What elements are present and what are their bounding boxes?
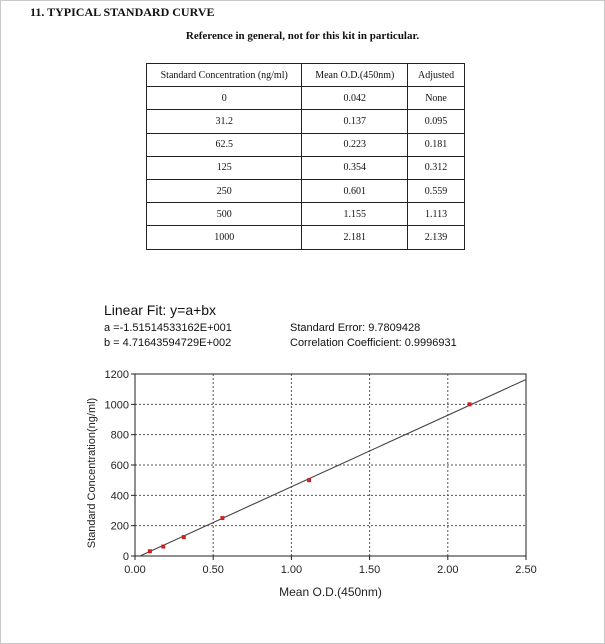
x-tick-label: 0.50 xyxy=(202,564,224,576)
table-cell: 1.155 xyxy=(302,203,408,226)
fit-correlation: Correlation Coefficient: 0.9996931 xyxy=(290,337,457,349)
table-cell: 2.139 xyxy=(408,226,465,249)
y-tick-label: 0 xyxy=(122,551,129,563)
table-cell: None xyxy=(408,87,465,110)
x-tick-label: 1.00 xyxy=(280,564,303,576)
fit-param-a: a =-1.51514533162E+001 xyxy=(104,322,232,334)
table-cell: 1000 xyxy=(147,226,302,249)
table-cell: 0.137 xyxy=(302,110,408,133)
y-axis-label: Standard Concentration(ng/ml) xyxy=(86,397,98,549)
table-cell: 0.312 xyxy=(408,156,465,179)
y-tick-label: 1000 xyxy=(104,399,129,412)
table-cell: 0.559 xyxy=(408,179,465,202)
table-cell: 500 xyxy=(147,203,302,226)
data-point xyxy=(148,549,152,553)
column-header: Adjusted xyxy=(408,64,465,87)
data-point xyxy=(307,478,311,482)
x-tick-label: 2.50 xyxy=(515,564,537,576)
column-header: Mean O.D.(450nm) xyxy=(302,64,408,87)
x-tick-label: 0.00 xyxy=(124,564,146,576)
column-header: Standard Concentration (ng/ml) xyxy=(147,64,302,87)
x-tick-label: 2.00 xyxy=(437,564,459,576)
data-point xyxy=(468,402,472,406)
y-tick-label: 1200 xyxy=(104,369,129,381)
table-cell: 0.042 xyxy=(302,87,408,110)
data-point xyxy=(182,535,186,539)
y-tick-label: 600 xyxy=(110,460,129,472)
y-tick-label: 800 xyxy=(110,429,129,442)
data-point xyxy=(161,545,165,549)
table-cell: 62.5 xyxy=(147,133,302,156)
table-cell: 31.2 xyxy=(147,110,302,133)
y-tick-label: 400 xyxy=(110,490,129,503)
fit-title: Linear Fit: y=a+bx xyxy=(104,302,217,318)
table-cell: 0.601 xyxy=(302,179,408,202)
section-title: 11. TYPICAL STANDARD CURVE xyxy=(30,5,215,19)
data-point xyxy=(220,516,224,520)
fit-param-b: b = 4.71643594729E+002 xyxy=(104,337,232,349)
table-cell: 0.181 xyxy=(408,133,465,156)
y-tick-label: 200 xyxy=(110,520,129,533)
subtitle: Reference in general, not for this kit in particular. xyxy=(185,30,420,42)
table-cell: 2.181 xyxy=(302,226,408,249)
x-tick-label: 1.50 xyxy=(358,564,381,576)
table-cell: 0 xyxy=(147,87,302,110)
table-cell: 0.354 xyxy=(302,156,408,179)
table-cell: 0.095 xyxy=(408,110,465,133)
table-cell: 250 xyxy=(147,179,302,202)
table-cell: 125 xyxy=(147,156,302,179)
fit-std-error: Standard Error: 9.7809428 xyxy=(290,322,421,334)
table-cell: 0.223 xyxy=(302,133,408,156)
x-axis-label: Mean O.D.(450nm) xyxy=(279,585,382,599)
table-cell: 1.113 xyxy=(408,203,465,226)
